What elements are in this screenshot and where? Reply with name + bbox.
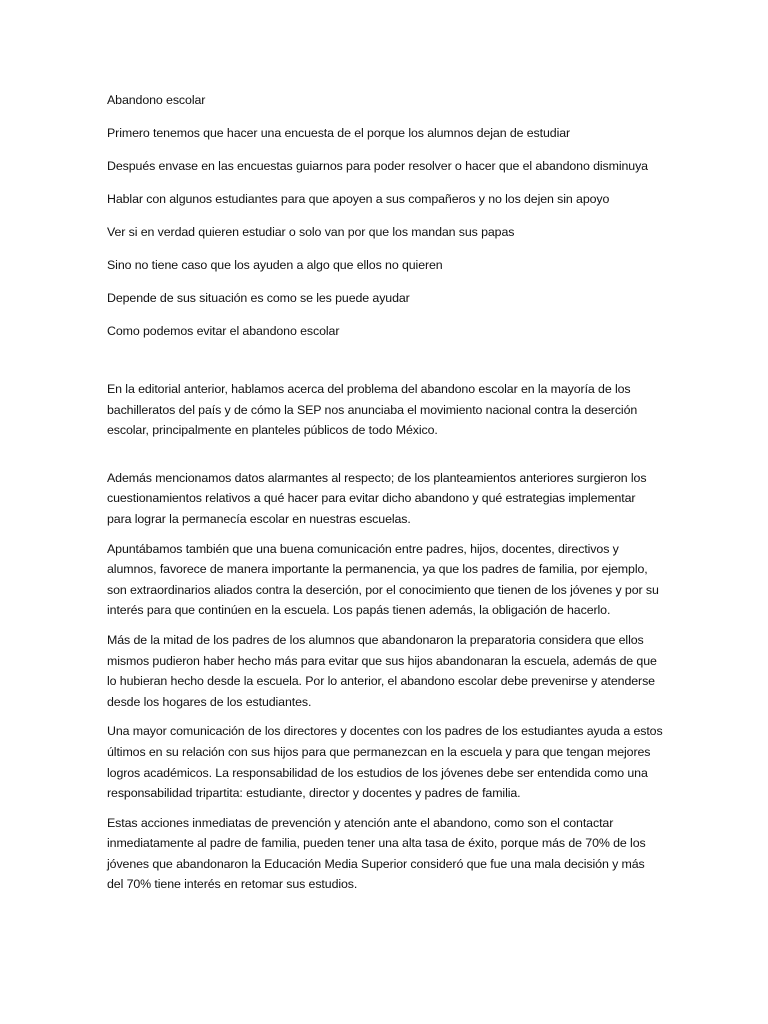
- paragraph-spacer: [107, 530, 663, 539]
- list-item: Primero tenemos que hacer una encuesta de el porque los alumnos dejan de estudiar: [107, 126, 571, 140]
- section-spacer: [107, 356, 663, 379]
- document-title: Abandono escolar: [107, 93, 206, 107]
- paragraph-spacer: [107, 804, 663, 813]
- section-heading: Como podemos evitar el abandono escolar: [107, 324, 340, 338]
- paragraph-editorial: En la editorial anterior, hablamos acerca del problema del abandono escolar en la mayoría de los bachilleratos del país y de cómo la SEP nos anunciaba el movimiento nacional contra la deserción escolar, principalmente en planteles públicos de todo México.: [107, 382, 638, 438]
- paragraph-actions: Estas acciones inmediatas de prevención y atención ante el abandono, como son el contactar inmediatamente al padre de familia, pueden tener una alta tasa de éxito, porque más de 70% de los jóvenes que abandonaron la Educación Media Superior consideró que fue una mala decisión y más del 70% tiene interés en retomar sus estudios.: [107, 815, 646, 892]
- list-item: Después envase en las encuestas guiarnos para poder resolver o hacer que el abandono disminuya: [107, 159, 648, 173]
- paragraph-spacer: [107, 712, 663, 721]
- paragraph-responsibility: Una mayor comunicación de los directores y docentes con los padres de los estudiantes ayuda a estos últimos en su relación con sus hijos para que permanezcan en la escuela y para que tengan mejores logros académicos. La responsabilidad de los estudios de los jóvenes debe ser entendida como una responsabilidad tripartita: estudiante, director y docentes y padres de familia.: [107, 724, 663, 801]
- list-item: Depende de sus situación es como se les puede ayudar: [107, 291, 410, 305]
- paragraph-spacer: [107, 621, 663, 630]
- paragraph-parents: Más de la mitad de los padres de los alumnos que abandonaron la preparatoria considera que ellos mismos pudieron haber hecho más para evitar que sus hijos abandonaran la escuela, además de que lo hubieran hecho desde la escuela. Por lo anterior, el abandono escolar debe prevenirse y atenderse desde los hogares de los estudiantes.: [107, 632, 657, 709]
- paragraph-spacer: [107, 441, 663, 468]
- paragraph-communication: Apuntábamos también que una buena comunicación entre padres, hijos, docentes, directivos y alumnos, favorece de manera importante la permanencia, ya que los padres de familia, por ejemplo, son extraordinarios aliados contra la deserción, por el conocimiento que tienen de los jóvenes y por su interés para que continúen en la escuela. Los papás tienen además, la obligación de hacerlo.: [107, 541, 659, 618]
- paragraph-data: Además mencionamos datos alarmantes al respecto; de los planteamientos anteriores surgieron los cuestionamientos relativos a qué hacer para evitar dicho abandono y qué estrategias implementar para lograr la permanecía escolar en nuestras escuelas.: [107, 470, 647, 526]
- list-item: Hablar con algunos estudiantes para que apoyen a sus compañeros y no los dejen sin apoyo: [107, 192, 610, 206]
- document-body: [107, 92, 663, 895]
- list-item: Ver si en verdad quieren estudiar o solo van por que los mandan sus papas: [107, 225, 515, 239]
- list-item: Sino no tiene caso que los ayuden a algo que ellos no quieren: [107, 258, 443, 272]
